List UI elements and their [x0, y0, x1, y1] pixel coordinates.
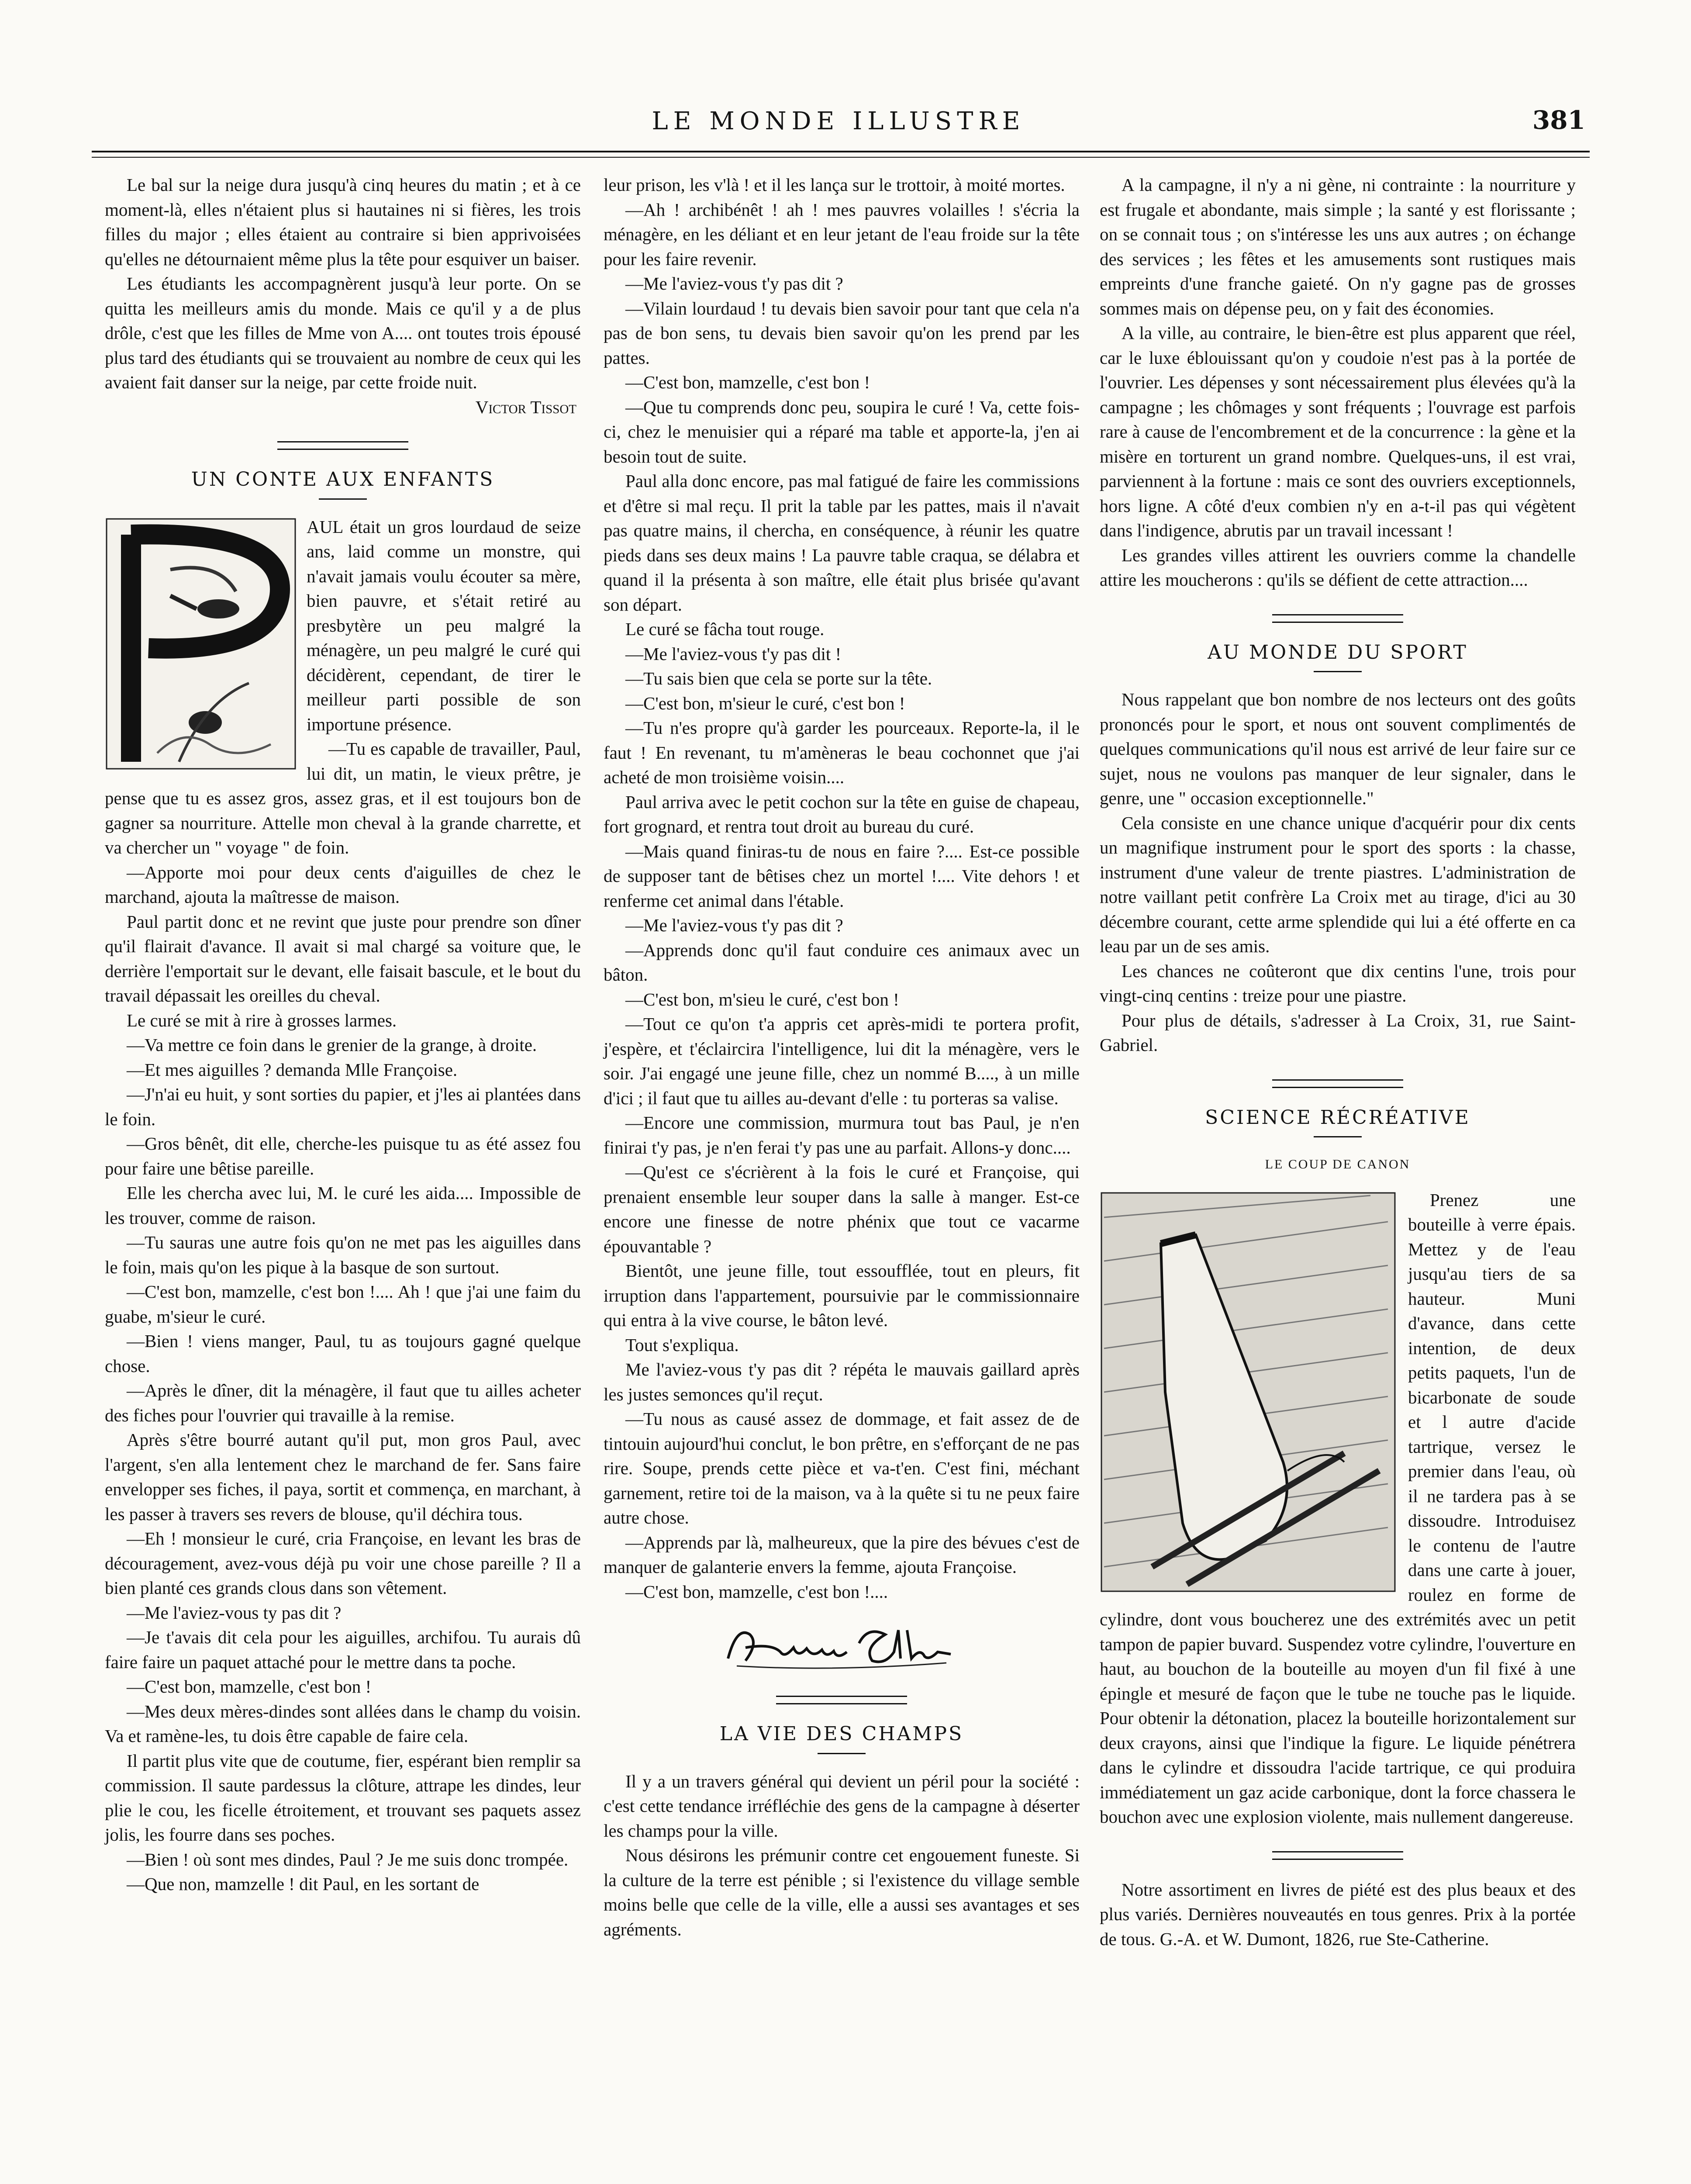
section-title-vie: LA VIE DES CHAMPS — [719, 1723, 964, 1745]
section-divider — [1272, 1079, 1403, 1088]
page-number: 381 — [1532, 105, 1585, 135]
paragraph: —Tu sais bien que cela se porte sur la tête. — [625, 668, 932, 688]
paragraph: Le bal sur la neige dura jusqu'à cinq heures du matin ; et à ce moment-là, elles n'étaient plus si hautaines ni si fières, les trois filles du major ; elles étaient au contraire si bien apprivoisées qu'elles ne détournaient même plus la tête pour esquiver un baiser. — [105, 175, 581, 269]
paragraph: —Apporte moi pour deux cents d'aiguilles de chez le marchand, ajouta la maîtresse de maison. — [105, 862, 581, 907]
paragraph: —Apprends donc qu'il faut conduire ces animaux avec un bâton. — [604, 940, 1080, 985]
paragraph: leur prison, les v'là ! et il les lança sur le trottoir, à moité mortes. — [604, 175, 1065, 195]
title-rule — [818, 1753, 866, 1754]
paragraph: Il partit plus vite que de coutume, fier, espérant bien remplir sa commission. Il saute pardessus la clôture, attrape les dindes, leur plie le cou, les ficelle étroitement, et trouvant ses paquets assez jolis, les fourre dans ses poches. — [105, 1750, 581, 1845]
section-title-conte: UN CONTE AUX ENFANTS — [191, 468, 495, 491]
paragraph: A la ville, au contraire, le bien-être est plus apparent que réel, car le luxe éblouissant qu'on y coudoie n'est pas à la portée de l'ouvrier. Les dépenses y sont nécessairement plus élevées qu'à la campagne ; les chômages y sont fréquents ; l'ouvrage est parfois rare à cause de l'encombrement et de la concurrence : la gène et la misère en torturent un grand nombre. Quelques-uns, il est vrai, parviennent à la fortune : mais ce sont des ouvriers exceptionnels, hors ligne. A côté d'eux combien n'y en a-t-il pas qui végètent dans l'indigence, abrutis par un travail incessant ! — [1100, 323, 1576, 540]
paragraph: —C'est bon, m'sieu le curé, c'est bon ! — [625, 989, 899, 1009]
paragraph: Les grandes villes attirent les ouvriers comme la chandelle attire les moucherons : qu'ils se défient de cette attraction.... — [1100, 545, 1576, 590]
paragraph: —C'est bon, mamzelle, c'est bon ! — [625, 372, 870, 392]
paragraph: —Eh ! monsieur le curé, cria Françoise, en levant les bras de découragement, avez-vous déjà pu voir une chose pareille ? Il a bien planté ces grands clous dans son vêtement. — [105, 1528, 581, 1598]
advertisement: Notre assortiment en livres de piété est des plus beaux et des plus variés. Dernières nouveautés en tous genres. Prix à la portée de tous. G.-A. et W. Dumont, 1826, rue Ste-Catherine. — [1100, 1879, 1576, 1949]
paragraph: Le curé se mit à rire à grosses larmes. — [127, 1010, 397, 1030]
paragraph: —Me l'aviez-vous t'y pas dit ? — [625, 273, 843, 294]
paragraph: —Tu es capable de travailler, Paul, lui dit, un matin, le vieux prêtre, je pense que tu es assez gros, assez gras, et il est toujours bon de gagner sa nourriture. Attelle mon cheval à la grande charrette, et va chercher un " voyage " de foin. — [105, 739, 581, 857]
paragraph: —C'est bon, mamzelle, c'est bon ! — [127, 1676, 372, 1697]
paragraph: —Je t'avais dit cela pour les aiguilles, archifou. Tu aurais dû faire faire un paquet attaché pour le mettre dans ta poche. — [105, 1627, 581, 1672]
paragraph: Me l'aviez-vous t'y pas dit ? répéta le mauvais gaillard après les justes semonces qu'il reçut. — [604, 1359, 1080, 1404]
paragraph: —Me l'aviez-vous t'y pas dit ? — [625, 915, 843, 935]
paragraph: —Me l'aviez-vous t'y pas dit ! — [625, 643, 842, 664]
author-signature: Victor Tissot — [475, 397, 576, 417]
column-1 — [105, 173, 581, 1897]
paragraph: —Bien ! où sont mes dindes, Paul ? Je me suis donc trompée. — [127, 1849, 569, 1870]
section-title-sport: AU MONDE DU SPORT — [1208, 641, 1468, 663]
masthead-title: LE MONDE ILLUSTRE — [652, 107, 1025, 135]
paragraph: Nous désirons les prémunir contre cet engouement funeste. Si la culture de la terre est pénible ; si l'existence du village semble moins belle que celle de la ville, elle a aussi ses avantages et ses agréments. — [604, 1845, 1080, 1939]
paragraph: Tout s'expliqua. — [625, 1334, 739, 1355]
paragraph: —Apprends par là, malheureux, que la pire des bévues c'est de manquer de galanterie envers la femme, ajouta Françoise. — [604, 1532, 1080, 1577]
column-3 — [1100, 173, 1576, 1951]
paragraph: —Vilain lourdaud ! tu devais bien savoir pour tant que cela n'a pas de bon sens, tu devais bien savoir qu'on les prend par les pattes. — [604, 298, 1080, 368]
paragraph: —Va mettre ce foin dans le grenier de la grange, à droite. — [127, 1035, 537, 1055]
paragraph: —Tu sauras une autre fois qu'on ne met pas les aiguilles dans le foin, mais qu'on les pique à la basque de son surtout. — [105, 1232, 581, 1277]
paragraph: Les étudiants les accompagnèrent jusqu'à leur porte. On se quitta les meilleurs amis du monde. Mais ce qu'il y a de plus drôle, c'est que les filles de Mme von A.... ont toutes trois épousé plus tard des étudiants qui se trouvaient au nombre de ceux qui les avaient fait danser sur la neige, par cette froide nuit. — [105, 273, 581, 392]
handwritten-signature — [719, 1617, 964, 1674]
paragraph: Le curé se fâcha tout rouge. — [625, 619, 825, 639]
paragraph: —Gros bênêt, dit elle, cherche-les puisque tu as été assez fou pour faire une bêtise pareille. — [105, 1133, 581, 1178]
title-rule — [319, 498, 367, 500]
section-title-science: SCIENCE RÉCRÉATIVE — [1205, 1106, 1470, 1129]
dropcap-p-illustration — [105, 517, 297, 771]
paragraph: —J'n'ai eu huit, y sont sorties du papier, et j'les ai plantées dans le foin. — [105, 1084, 581, 1129]
bottle-figure — [1100, 1191, 1397, 1593]
paragraph: —Qu'est ce s'écrièrent à la fois le curé et Françoise, qui prenaient ensemble leur souper dans la salle à manger. Est-ce encore une finesse de notre phénix que tout ce vacarme épouvantable ? — [604, 1162, 1080, 1256]
paragraph: —Tout ce qu'on t'a appris cet après-midi te portera profit, j'espère, et t'éclaircira l'intelligence, lui dit la ménagère, vers le soir. J'ai engagé une jeune fille, chez un nommé B...., à un mille d'ici ; il faut que tu ailles au-devant d'elle : tu porteras sa valise. — [604, 1014, 1080, 1108]
column-2 — [604, 173, 1080, 1942]
section-divider — [1272, 614, 1403, 623]
paragraph: —C'est bon, mamzelle, c'est bon !.... Ah ! que j'ai une faim du guabe, m'sieur le curé. — [105, 1282, 581, 1327]
paragraph: —Après le dîner, dit la ménagère, il faut que tu ailles acheter des fiches pour l'ouvrier qui travaille à la remise. — [105, 1380, 581, 1425]
paragraph: Nous rappelant que bon nombre de nos lecteurs ont des goûts prononcés pour le sport, et nous ont souvent complimentés de quelques communications qu'il nous est arrivé de leur faire sur ce sujet, nous ne voulons pas manquer de leur signaler, dans le genre, une " occasion exceptionnelle." — [1100, 689, 1576, 808]
section-subtitle: LE COUP DE CANON — [1265, 1157, 1411, 1171]
paragraph: Cela consiste en une chance unique d'acquérir pour dix cents un magnifique instrument pour le sport des sports : la chasse, instrument d'une valeur de trente piastres. L'administration de notre vaillant petit confrère La Croix met au tirage, d'ici au 30 décembre courant, cette arme splendide qui lui a été offerte en ca leau par un de ses amis. — [1100, 812, 1576, 956]
paragraph: Après s'être bourré autant qu'il put, mon gros Paul, avec l'argent, s'en alla lentement chez le marchand de fer. Sans faire envelopper ses fiches, il paya, sortit et commença, en marchant, à les passer à travers ses revers de blouse, qu'il déchira tous. — [105, 1430, 581, 1524]
paragraph: —Me l'aviez-vous ty pas dit ? — [127, 1602, 342, 1623]
paragraph: —Que non, mamzelle ! dit Paul, en les sortant de — [127, 1874, 480, 1894]
paragraph: AUL était un gros lourdaud de seize ans, laid comme un monstre, qui n'avait jamais voulu écouter sa mère, bien pauvre, et s'était retiré au presbytère un peu malgré la ménagère, un peu malgré le curé qui décidèrent, cependant, de tirer le meilleur parti possible de son importune présence. — [307, 516, 581, 734]
paragraph: Il y a un travers général qui devient un péril pour la société : c'est cette tendance irréfléchie des gens de la campagne à déserter les champs pour la ville. — [604, 1771, 1080, 1841]
paragraph: —C'est bon, m'sieur le curé, c'est bon ! — [625, 693, 905, 713]
paragraph: Pour plus de détails, s'adresser à La Croix, 31, rue Saint-Gabriel. — [1100, 1010, 1576, 1055]
page-header — [92, 98, 1585, 146]
paragraph: —C'est bon, mamzelle, c'est bon !.... — [625, 1581, 888, 1602]
paragraph: —Bien ! viens manger, Paul, tu as toujours gagné quelque chose. — [105, 1331, 581, 1376]
paragraph: —Et mes aiguilles ? demanda Mlle Françoise. — [127, 1059, 458, 1080]
title-rule — [1314, 1136, 1362, 1137]
paragraph: —Que tu comprends donc peu, soupira le curé ! Va, cette fois-ci, chez le menuisier qui a réparé ma table et apporte-la, j'en ai besoin tout de suite. — [604, 397, 1080, 467]
paragraph: Prenez une bouteille à verre épais. Mettez y de l'eau jusqu'au tiers de sa hauteur. Muni d'avance, dans cette intention, de deux petits paquets, l'un de bicarbonate de soude et l autre d'acide tartrique, versez le premier dans l'eau, où il ne tardera pas à se dissoudre. Introduisez le contenu de l'autre dans une carte à jouer, roulez en forme de cylindre, dont vous boucherez une des extrémités avec un petit tampon de papier buvard. Suspendez votre cylindre, l'ouverture en haut, au bouchon de la bouteille au moyen d'un fil fixé à une épingle et mesuré de façon que le tube ne touche pas le liquide. Pour obtenir la détonation, placez la bouteille horizontalement sur deux crayons, ainsi que l'indique la figure. Le liquide pénétrera dans le cylindre et dissoudra l'acide tartrique, ce qui produira immédiatement un gaz acide carbonique, dont la force chassera le bouchon avec une explosion violente, mais nullement dangereuse. — [1100, 1189, 1576, 1827]
paragraph: —Encore une commission, murmura tout bas Paul, je n'en finirai t'y pas, je n'en ferai t'y pas une au parfait. Allons-y donc.... — [604, 1113, 1080, 1158]
paragraph: —Ah ! archibénêt ! ah ! mes pauvres volailles ! s'écria la ménagère, en les déliant et en leur jetant de l'eau froide sur la tête pour les faire revenir. — [604, 199, 1080, 269]
section-divider — [776, 1696, 907, 1704]
paragraph: —Tu n'es propre qu'à garder les pourceaux. Reporte-la, il le faut ! En revenant, tu m'amèneras le beau cochonnet que j'ai acheté de mon troisième voisin.... — [604, 718, 1080, 787]
section-divider — [277, 441, 408, 450]
paragraph: Paul partit donc et ne revint que juste pour prendre son dîner qu'il flairait d'avance. Il avait si mal chargé sa voiture que, le derrière l'emportait sur le devant, elle faisait bascule, et le bout du travail dépassait les oreilles du cheval. — [105, 911, 581, 1006]
header-rule — [92, 151, 1590, 158]
paragraph: Paul arriva avec le petit cochon sur la tête en guise de chapeau, fort grognard, et rentra tout droit au bureau du curé. — [604, 791, 1080, 836]
paragraph: Les chances ne coûteront que dix centins l'une, trois pour vingt-cinq centins : treize pour une piastre. — [1100, 961, 1576, 1006]
paragraph: —Mais quand finiras-tu de nous en faire ?.... Est-ce possible de supposer tant de bêtises chez un mortel !.... Vite dehors ! et renferme cet animal dans l'étable. — [604, 841, 1080, 911]
title-rule — [1314, 671, 1362, 672]
paragraph: —Tu nous as causé assez de dommage, et fait assez de de tintouin aujourd'hui conclut, le bon prêtre, en s'efforçant de ne pas rire. Soupe, prends cette pièce et va-t'en. C'est fini, méchant garnement, retire toi de la maison, va à la quête si tu ne peux faire autre chose. — [604, 1409, 1080, 1527]
paragraph: Bientôt, une jeune fille, tout essoufflée, tout en pleurs, fit irruption dans l'appartement, poursuivie par le commissionnaire qui entra à la vive course, le bâton levé. — [604, 1261, 1080, 1330]
paragraph: —Mes deux mères-dindes sont allées dans le champ du voisin. Va et ramène-les, tu dois être capable de faire cela. — [105, 1701, 581, 1746]
paragraph: Elle les chercha avec lui, M. le curé les aida.... Impossible de les trouver, comme de raison. — [105, 1183, 581, 1228]
paragraph: Paul alla donc encore, pas mal fatigué de faire les commissions et d'être si mal reçu. Il prit la table par les pattes, mais il n'avait pas quatre mains, il chercha, en conséquence, à réunir les quatre pieds dans ses deux mains ! La pauvre table craqua, se délabra et quand il la présenta à son maître, elle était plus brisée qu'avant son départ. — [604, 471, 1080, 615]
section-divider — [1272, 1851, 1403, 1860]
paragraph: A la campagne, il n'y a ni gène, ni contrainte : la nourriture y est frugale et abondante, mais simple ; la santé y est florissante ; on se connait tous ; on s'intéresse les uns aux autres ; on échange des services ; les fêtes et les amusements sont rustiques mais empreints d'une franche gaieté. On n'y gagne pas de grosses sommes mais on dépense peu, on y fait des économies. — [1100, 175, 1576, 318]
